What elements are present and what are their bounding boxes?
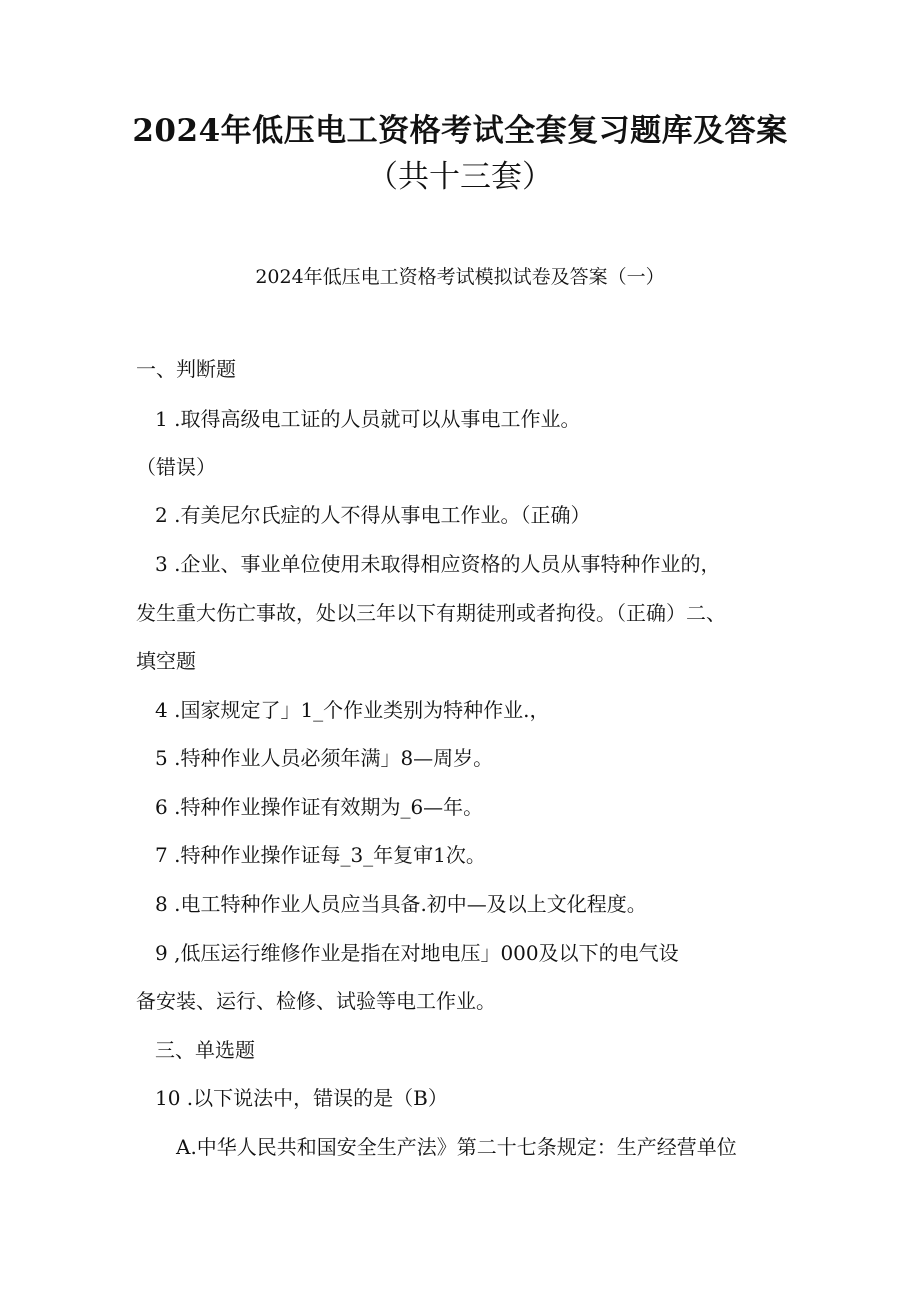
document-title: 2024年低压电工资格考试全套复习题库及答案 xyxy=(132,113,788,149)
answer-1: （错误） xyxy=(136,455,216,479)
question-2: 2 .有美尼尔氏症的人不得从事电工作业。（正确） xyxy=(155,503,591,527)
question-3-continued: 发生重大伤亡事故，处以三年以下有期徒刑或者拘役。（正确）二、 xyxy=(136,601,726,625)
question-1: 1 .取得高级电工证的人员就可以从事电工作业。 xyxy=(155,407,581,431)
section-heading-true-false: 一、判断题 xyxy=(136,357,236,381)
question-5: 5 .特种作业人员必须年满」8—周岁。 xyxy=(155,746,494,770)
exam-paper-heading: 2024年低压电工资格考试模拟试卷及答案（一） xyxy=(255,266,665,288)
document-title-continued: （共十三套） xyxy=(367,159,553,195)
question-3: 3 .企业、事业单位使用未取得相应资格的人员从事特种作业的， xyxy=(155,552,721,576)
question-8: 8 .电工特种作业人员应当具备.初中—及以上文化程度。 xyxy=(155,892,647,916)
question-9: 9 ,低压运行维修作业是指在对地电压」000及以下的电气设 xyxy=(155,941,679,965)
question-9-continued: 备安装、运行、检修、试验等电工作业。 xyxy=(136,989,496,1013)
question-4: 4 .国家规定了」1_个作业类别为特种作业.， xyxy=(155,698,550,722)
section-heading-single-choice: 三、单选题 xyxy=(155,1038,255,1062)
question-7: 7 .特种作业操作证每_3_年复审1次。 xyxy=(155,843,486,867)
option-a: A.中华人民共和国安全生产法》第二十七条规定：生产经营单位 xyxy=(176,1135,737,1159)
question-10: 10 .以下说法中，错误的是（B） xyxy=(155,1086,448,1110)
section-heading-fill-blank: 填空题 xyxy=(136,649,196,673)
question-6: 6 .特种作业操作证有效期为_6—年。 xyxy=(155,795,484,819)
